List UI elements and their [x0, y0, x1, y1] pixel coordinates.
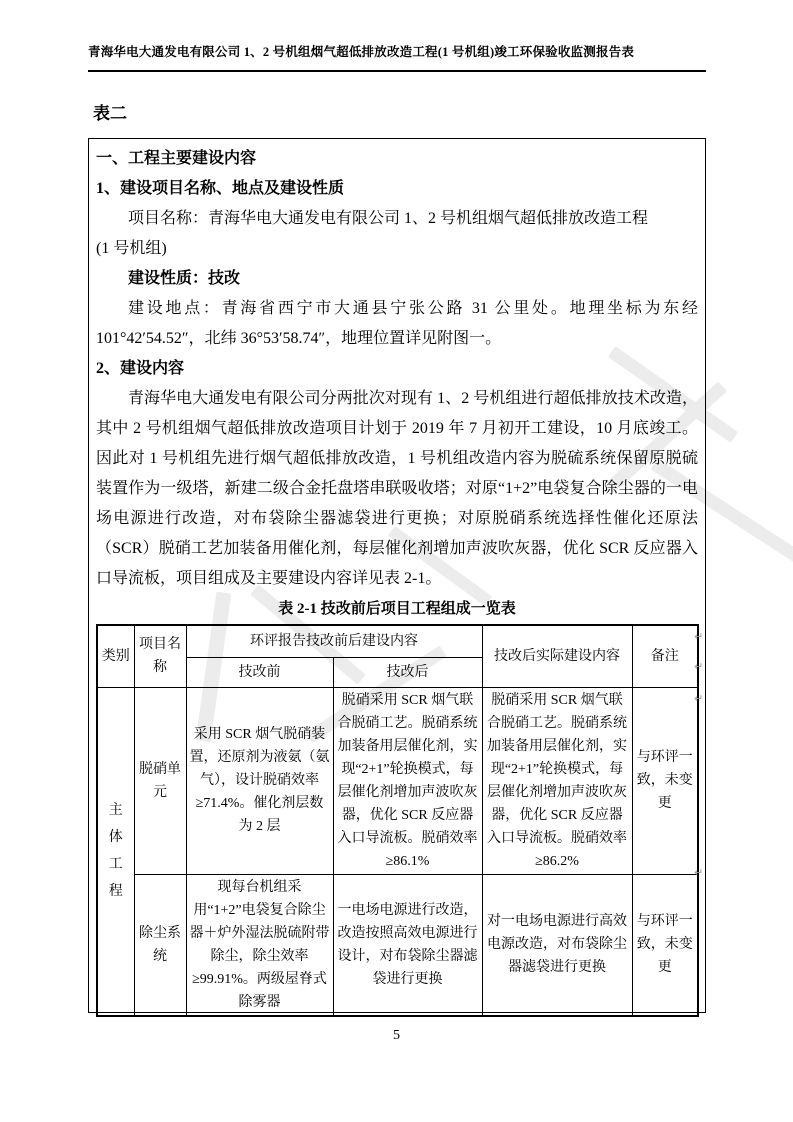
col-header-actual: 技改后实际建设内容 [482, 625, 632, 687]
category-cell [97, 687, 134, 1016]
col-header-project: 项目名称 [134, 625, 186, 687]
col-header-before: 技改前 [186, 657, 333, 687]
project-name-line2: (1 号机组) [96, 240, 167, 257]
before-cell: 现每台机组采用“1+2”电袋复合除尘器＋炉外湿法脱硫附带除尘，除尘效率≥99.91%。两级屋脊式除雾器 [186, 874, 333, 1016]
construction-nature: 建设性质：技改 [128, 270, 241, 287]
construction-location: 建设地点：青海省西宁市大通县宁张公路 31 公里处。地理坐标为东经 101°42′54.52″，北纬 36°53′58.74″，地理位置详见附图一。 [96, 300, 698, 347]
before-cell: 采用 SCR 烟气脱硝装置，还原剂为液氨（氨气），设计脱硝效率≥71.4%。催化剂层数为 2 层 [186, 687, 333, 874]
after-cell: 一电场电源进行改造，改造按照高效电源进行设计，对布袋除尘器滤袋进行更换 [333, 874, 482, 1016]
project-name-line1: 项目名称：青海华电大通发电有限公司 1、2 号机组烟气超低排放改造工程 [128, 210, 649, 227]
construction-content-paragraph: 青海华电大通发电有限公司分两批次对现有 1、2 号机组进行超低排放技术改造，其中 2 号机组烟气超低排放改造项目计划于 2019 年 7 月初开工建设，10 月底竣工。因此对 1 号机组先进行烟气超低排放改造，1 号机组改造内容为脱硫系统保留原脱硫装置作为一级塔，新建二级合金托盘塔串联吸收塔；对原“1+2”电袋复合除尘器的一电场电源进行改造，对布袋除尘器滤袋进行更换；对原脱硝系统选择性催化还原法（SCR）脱硝工艺加装备用催化剂，每层催化剂增加声波吹灰器，优化 SCR 反应器入口导流板，项目组成及主要建设内容详见表 2-1。 [96, 390, 698, 587]
table-header-row-1 [97, 625, 698, 657]
project-composition-table [96, 624, 699, 1017]
subsection-2-heading: 2、建设内容 [96, 360, 185, 377]
col-header-after: 技改后 [333, 657, 482, 687]
project-cell: 除尘系统 [134, 874, 186, 1016]
category-label: 主体工程 [108, 803, 123, 899]
line-break-mark-icon: ↵ [694, 660, 704, 673]
col-header-eia-group: 环评报告技改前后建设内容 [186, 625, 482, 657]
table-two-label: 表二 [93, 104, 127, 123]
col-header-remark: 备注 [632, 625, 698, 687]
line-break-mark-icon: ↵ [694, 692, 704, 705]
actual-cell: 脱硝采用 SCR 烟气联合脱硝工艺。脱硝系统加装备用层催化剂，实现“2+1”轮换模式，每层催化剂增加声波吹灰器，优化 SCR 反应器入口导流板。脱硝效率≥86.2% [482, 687, 632, 874]
table-row-dedust [97, 874, 698, 1016]
document-header-title: 青海华电大通发电有限公司 1、2 号机组烟气超低排放改造工程(1 号机组)竣工环保验收监测报告表 [88, 42, 706, 72]
content-box [88, 138, 706, 1013]
actual-cell: 对一电场电源进行高效电源改造，对布袋除尘器滤袋进行更换 [482, 874, 632, 1016]
subsection-1-heading: 1、建设项目名称、地点及建设性质 [96, 180, 345, 197]
after-cell: 脱硝采用 SCR 烟气联合脱硝工艺。脱硝系统加装备用层催化剂，实现“2+1”轮换模式，每层催化剂增加声波吹灰器，优化 SCR 反应器入口导流板。脱硝效率≥86.1% [333, 687, 482, 874]
table-2-1-title: 表 2-1 技改前后项目工程组成一览表 [278, 601, 516, 617]
page-number: 5 [393, 1028, 400, 1043]
section-heading-main: 一、工程主要建设内容 [96, 150, 257, 167]
project-cell: 脱硝单元 [134, 687, 186, 874]
line-break-mark-icon: ↵ [694, 630, 704, 643]
col-header-category: 类别 [97, 625, 134, 687]
table-row-denox [97, 687, 698, 874]
line-break-mark-icon: ↵ [694, 866, 704, 879]
remark-cell: 与环评一致，未变更 [632, 687, 698, 874]
remark-cell: 与环评一致，未变更 [632, 874, 698, 1016]
